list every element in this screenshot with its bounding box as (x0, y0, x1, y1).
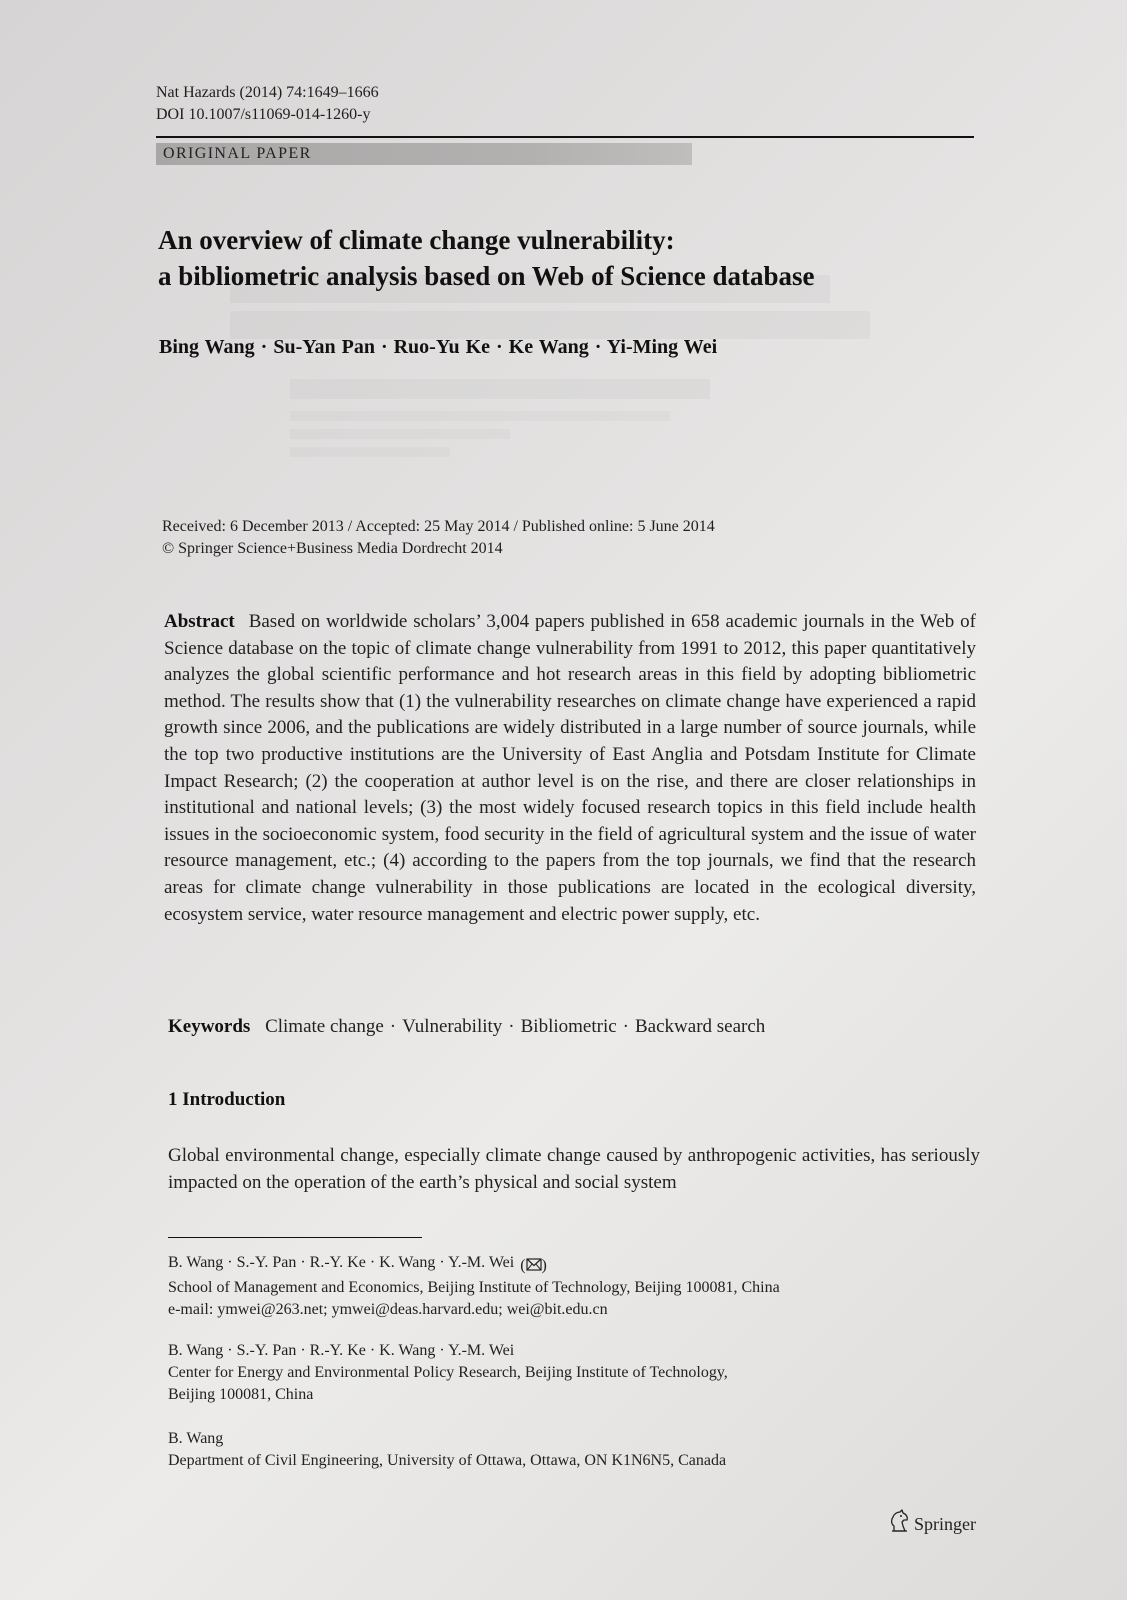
affiliation-address: Center for Energy and Environmental Policy Research, Beijing Institute of Technology, (168, 1364, 728, 1381)
publisher-logo (888, 1509, 976, 1539)
footnote-rule (168, 1237, 422, 1238)
title-line-2: a bibliometric analysis based on Web of Science database (158, 261, 815, 291)
header-rule (156, 136, 974, 138)
affiliation-block (168, 1340, 988, 1406)
keywords-label: Keywords (168, 1016, 251, 1037)
author-email: e-mail: ymwei@263.net; ymwei@deas.harvard.edu; wei@bit.edu.cn (168, 1301, 608, 1318)
section-heading: 1 Introduction (168, 1089, 286, 1110)
affiliation-address: Department of Civil Engineering, University of Ottawa, Ottawa, ON K1N6N5, Canada (168, 1452, 727, 1469)
introduction-text: Global environmental change, especially climate change caused by anthropogenic activities, has seriously impacted on the operation of the earth’s physical and social system (168, 1145, 980, 1193)
abstract (164, 609, 976, 928)
affiliation-names: B. Wang (168, 1430, 224, 1447)
affiliation-block (168, 1428, 988, 1472)
author-list: Bing Wang · Su-Yan Pan · Ruo-Yu Ke · Ke Wang · Yi-Ming Wei (159, 336, 718, 358)
publisher-name: Springer (914, 1514, 976, 1534)
abstract-text: Based on worldwide scholars’ 3,004 papers published in 658 academic journals in the Web of Science database on the topic of climate change vulnerability from 1991 to 2012, this paper quantitatively analyzes the global scientific performance and hot research areas in this field by adopting bibliometric method. The results show that (1) the vulnerability researches on climate change have experienced a rapid growth since 2006, and the publications are widely distributed in a large number of source journals, while the top two productive institutions are the University of East Anglia and Potsdam Institute for Climate Impact Research; (2) the cooperation at author level is on the rise, and there are closer relationships in institutional and national levels; (3) the most widely focused research topics in this field include health issues in the socioeconomic system, food security in the field of agricultural system and the issue of water resource management, etc.; (4) according to the papers from the top journals, we find that the research areas for climate change vulnerability in those publications are located in the ecological diversity, ecosystem service, water resource management and electric power supply, etc. (164, 611, 976, 925)
keyword: Bibliometric (520, 1016, 617, 1037)
envelope-icon: ( ) (520, 1257, 547, 1274)
show-through-decoration (230, 275, 870, 515)
article-history: Received: 6 December 2013 / Accepted: 25 May 2014 / Published online: 5 June 2014 (162, 518, 715, 535)
keyword: Backward search (635, 1016, 766, 1037)
keyword: Climate change (265, 1016, 384, 1037)
keywords: Keywords Climate change · Vulnerability · Bibliometric · Backward search (168, 1016, 766, 1037)
journal-citation: Nat Hazards (2014) 74:1649–1666 (156, 84, 379, 101)
keyword: Vulnerability (402, 1016, 503, 1037)
affiliation-address: Beijing 100081, China (168, 1386, 314, 1403)
affiliation-block (168, 1252, 988, 1321)
paper-title (158, 222, 978, 294)
abstract-label: Abstract (164, 611, 235, 632)
doi-line: DOI 10.1007/s11069-014-1260-y (156, 106, 371, 123)
copyright-notice: © Springer Science+Business Media Dordrecht 2014 (162, 540, 503, 557)
affiliation-address: School of Management and Economics, Beijing Institute of Technology, Beijing 100081, China (168, 1279, 780, 1296)
affiliation-names: B. Wang · S.-Y. Pan · R.-Y. Ke · K. Wang · Y.-M. Wei ( ) (168, 1252, 988, 1277)
title-line-1: An overview of climate change vulnerability: (158, 225, 675, 255)
affiliation-names: B. Wang · S.-Y. Pan · R.-Y. Ke · K. Wang · Y.-M. Wei (168, 1342, 515, 1359)
springer-knight-icon (888, 1509, 910, 1539)
article-type-label: ORIGINAL PAPER (163, 145, 312, 162)
